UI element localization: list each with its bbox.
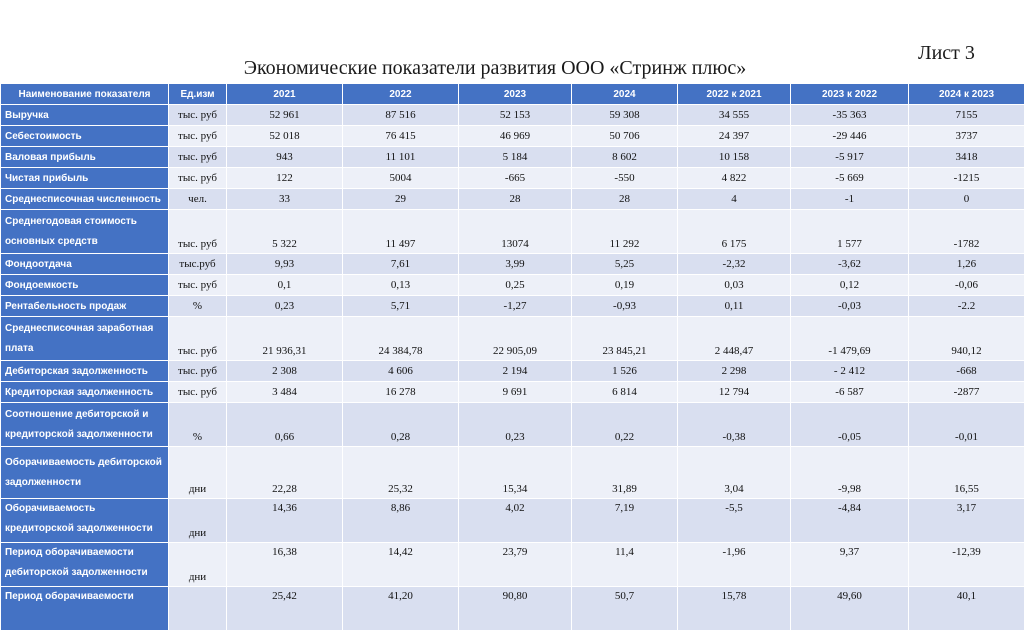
value-cell: 1,26	[909, 254, 1025, 275]
value-cell: 5 184	[459, 147, 572, 168]
value-cell: -0,93	[572, 296, 678, 317]
value-cell: 0,28	[343, 403, 459, 447]
value-cell: 7155	[909, 105, 1025, 126]
value-cell: 6 175	[678, 210, 791, 254]
value-cell: 31,89	[572, 447, 678, 499]
value-cell: 0,11	[678, 296, 791, 317]
value-cell: 52 961	[227, 105, 343, 126]
unit-cell: %	[169, 296, 227, 317]
value-cell: 0,66	[227, 403, 343, 447]
indicator-name: Рентабельность продаж	[1, 296, 169, 317]
value-cell: -0,05	[791, 403, 909, 447]
value-cell: 2 308	[227, 361, 343, 382]
value-cell: -9,98	[791, 447, 909, 499]
value-cell: 0,23	[227, 296, 343, 317]
value-cell: -2.2	[909, 296, 1025, 317]
value-cell: 21 936,31	[227, 317, 343, 361]
value-cell: 52 018	[227, 126, 343, 147]
value-cell: -1215	[909, 168, 1025, 189]
value-cell: 0,12	[791, 275, 909, 296]
value-cell: 28	[459, 189, 572, 210]
value-cell: 0,13	[343, 275, 459, 296]
column-header: 2024 к 2023	[909, 84, 1025, 105]
value-cell: 122	[227, 168, 343, 189]
table-row	[1, 447, 1025, 499]
value-cell: 7,61	[343, 254, 459, 275]
table-row	[1, 361, 1025, 382]
unit-cell: тыс. руб	[169, 317, 227, 361]
table-row	[1, 499, 1025, 543]
value-cell: -1 479,69	[791, 317, 909, 361]
value-cell: - 2 412	[791, 361, 909, 382]
value-cell: -2877	[909, 382, 1025, 403]
value-cell: 0,1	[227, 275, 343, 296]
indicator-name: Оборачиваемость кредиторской задолженности	[1, 499, 169, 543]
value-cell: 87 516	[343, 105, 459, 126]
unit-cell: тыс. руб	[169, 105, 227, 126]
value-cell: -1,96	[678, 543, 791, 587]
indicator-name: Себестоимость	[1, 126, 169, 147]
value-cell: 4,02	[459, 499, 572, 543]
indicator-name: Оборачиваемость дебиторской задолженности	[1, 447, 169, 499]
value-cell: 15,78	[678, 587, 791, 631]
value-cell: 0	[909, 189, 1025, 210]
value-cell: 22 905,09	[459, 317, 572, 361]
value-cell: -1,27	[459, 296, 572, 317]
table-row	[1, 296, 1025, 317]
unit-cell: дни	[169, 543, 227, 587]
value-cell: 5004	[343, 168, 459, 189]
table-row	[1, 189, 1025, 210]
column-header: 2021	[227, 84, 343, 105]
value-cell: 9,93	[227, 254, 343, 275]
value-cell: -29 446	[791, 126, 909, 147]
value-cell: 5 322	[227, 210, 343, 254]
column-header: 2023 к 2022	[791, 84, 909, 105]
value-cell: 5,71	[343, 296, 459, 317]
table-row	[1, 382, 1025, 403]
value-cell: 25,32	[343, 447, 459, 499]
value-cell: 52 153	[459, 105, 572, 126]
value-cell: 0,19	[572, 275, 678, 296]
value-cell: 50 706	[572, 126, 678, 147]
indicator-name: Чистая прибыль	[1, 168, 169, 189]
value-cell: 25,42	[227, 587, 343, 631]
value-cell: 7,19	[572, 499, 678, 543]
value-cell: 9 691	[459, 382, 572, 403]
value-cell: -550	[572, 168, 678, 189]
value-cell: 16 278	[343, 382, 459, 403]
value-cell: 3 484	[227, 382, 343, 403]
value-cell: 3,17	[909, 499, 1025, 543]
value-cell: -0,03	[791, 296, 909, 317]
indicator-name: Выручка	[1, 105, 169, 126]
value-cell: 3418	[909, 147, 1025, 168]
table-header-row	[1, 84, 1025, 105]
column-header: 2024	[572, 84, 678, 105]
unit-cell: чел.	[169, 189, 227, 210]
unit-cell: тыс. руб	[169, 126, 227, 147]
table-row	[1, 168, 1025, 189]
value-cell: -0,38	[678, 403, 791, 447]
table-row	[1, 105, 1025, 126]
value-cell: 4 822	[678, 168, 791, 189]
value-cell: 34 555	[678, 105, 791, 126]
value-cell: 2 298	[678, 361, 791, 382]
value-cell: 5,25	[572, 254, 678, 275]
unit-cell	[169, 587, 227, 631]
unit-cell: тыс. руб	[169, 361, 227, 382]
value-cell: 49,60	[791, 587, 909, 631]
sheet-label: Лист 3	[918, 42, 975, 64]
table-row	[1, 317, 1025, 361]
value-cell: -1782	[909, 210, 1025, 254]
value-cell: -0,01	[909, 403, 1025, 447]
unit-cell: тыс. руб	[169, 382, 227, 403]
unit-cell: %	[169, 403, 227, 447]
value-cell: 46 969	[459, 126, 572, 147]
value-cell: 29	[343, 189, 459, 210]
value-cell: 23,79	[459, 543, 572, 587]
value-cell: 1 577	[791, 210, 909, 254]
table-container	[0, 83, 1024, 602]
value-cell: 3737	[909, 126, 1025, 147]
table-row	[1, 543, 1025, 587]
indicator-name: Среднегодовая стоимость основных средств	[1, 210, 169, 254]
table-row	[1, 210, 1025, 254]
indicator-name: Период оборачиваемости	[1, 587, 169, 631]
value-cell: 943	[227, 147, 343, 168]
indicator-name: Валовая прибыль	[1, 147, 169, 168]
value-cell: 76 415	[343, 126, 459, 147]
value-cell: -35 363	[791, 105, 909, 126]
column-header: 2023	[459, 84, 572, 105]
value-cell: 9,37	[791, 543, 909, 587]
value-cell: 90,80	[459, 587, 572, 631]
unit-cell: дни	[169, 499, 227, 543]
table-row	[1, 147, 1025, 168]
column-header: 2022 к 2021	[678, 84, 791, 105]
value-cell: 33	[227, 189, 343, 210]
indicator-name: Среднесписочная численность	[1, 189, 169, 210]
value-cell: 4	[678, 189, 791, 210]
value-cell: 12 794	[678, 382, 791, 403]
value-cell: 28	[572, 189, 678, 210]
indicator-name: Дебиторская задолженность	[1, 361, 169, 382]
value-cell: -6 587	[791, 382, 909, 403]
indicator-name: Кредиторская задолженность	[1, 382, 169, 403]
value-cell: -12,39	[909, 543, 1025, 587]
value-cell: -5 669	[791, 168, 909, 189]
column-header: 2022	[343, 84, 459, 105]
value-cell: -0,06	[909, 275, 1025, 296]
value-cell: 3,99	[459, 254, 572, 275]
unit-cell: дни	[169, 447, 227, 499]
value-cell: 6 814	[572, 382, 678, 403]
value-cell: -1	[791, 189, 909, 210]
indicator-name: Период оборачиваемости дебиторской задолженности	[1, 543, 169, 587]
table-row	[1, 254, 1025, 275]
value-cell: 24 384,78	[343, 317, 459, 361]
unit-cell: тыс. руб	[169, 275, 227, 296]
value-cell: 14,42	[343, 543, 459, 587]
value-cell: 41,20	[343, 587, 459, 631]
value-cell: 23 845,21	[572, 317, 678, 361]
value-cell: -668	[909, 361, 1025, 382]
page-title: Экономические показатели развития ООО «Стринж плюс»	[243, 57, 747, 79]
value-cell: 0,22	[572, 403, 678, 447]
value-cell: -4,84	[791, 499, 909, 543]
unit-cell: тыс.руб	[169, 254, 227, 275]
value-cell: 40,1	[909, 587, 1025, 631]
value-cell: -3,62	[791, 254, 909, 275]
value-cell: 10 158	[678, 147, 791, 168]
value-cell: 50,7	[572, 587, 678, 631]
table-row	[1, 403, 1025, 447]
table-row	[1, 275, 1025, 296]
column-header: Наименование показателя	[1, 84, 169, 105]
value-cell: 13074	[459, 210, 572, 254]
indicator-name: Фондоемкость	[1, 275, 169, 296]
unit-cell: тыс. руб	[169, 147, 227, 168]
value-cell: 24 397	[678, 126, 791, 147]
value-cell: 2 194	[459, 361, 572, 382]
value-cell: 0,03	[678, 275, 791, 296]
value-cell: 8,86	[343, 499, 459, 543]
indicator-name: Среднесписочная заработная плата	[1, 317, 169, 361]
indicator-name: Соотношение дебиторской и кредиторской задолженности	[1, 403, 169, 447]
value-cell: 11 292	[572, 210, 678, 254]
indicator-name: Фондоотдача	[1, 254, 169, 275]
value-cell: 2 448,47	[678, 317, 791, 361]
value-cell: 11 101	[343, 147, 459, 168]
value-cell: 11 497	[343, 210, 459, 254]
table-row	[1, 587, 1025, 631]
value-cell: -2,32	[678, 254, 791, 275]
value-cell: 1 526	[572, 361, 678, 382]
table-row	[1, 126, 1025, 147]
value-cell: 22,28	[227, 447, 343, 499]
value-cell: 0,23	[459, 403, 572, 447]
value-cell: 14,36	[227, 499, 343, 543]
column-header: Ед.изм	[169, 84, 227, 105]
value-cell: 4 606	[343, 361, 459, 382]
unit-cell: тыс. руб	[169, 168, 227, 189]
value-cell: 3,04	[678, 447, 791, 499]
value-cell: 940,12	[909, 317, 1025, 361]
table-body	[1, 105, 1025, 631]
value-cell: 16,55	[909, 447, 1025, 499]
value-cell: -5 917	[791, 147, 909, 168]
value-cell: 15,34	[459, 447, 572, 499]
indicators-table	[0, 83, 1025, 631]
unit-cell: тыс. руб	[169, 210, 227, 254]
value-cell: 59 308	[572, 105, 678, 126]
value-cell: 8 602	[572, 147, 678, 168]
value-cell: -5,5	[678, 499, 791, 543]
value-cell: 0,25	[459, 275, 572, 296]
value-cell: 16,38	[227, 543, 343, 587]
value-cell: 11,4	[572, 543, 678, 587]
value-cell: -665	[459, 168, 572, 189]
